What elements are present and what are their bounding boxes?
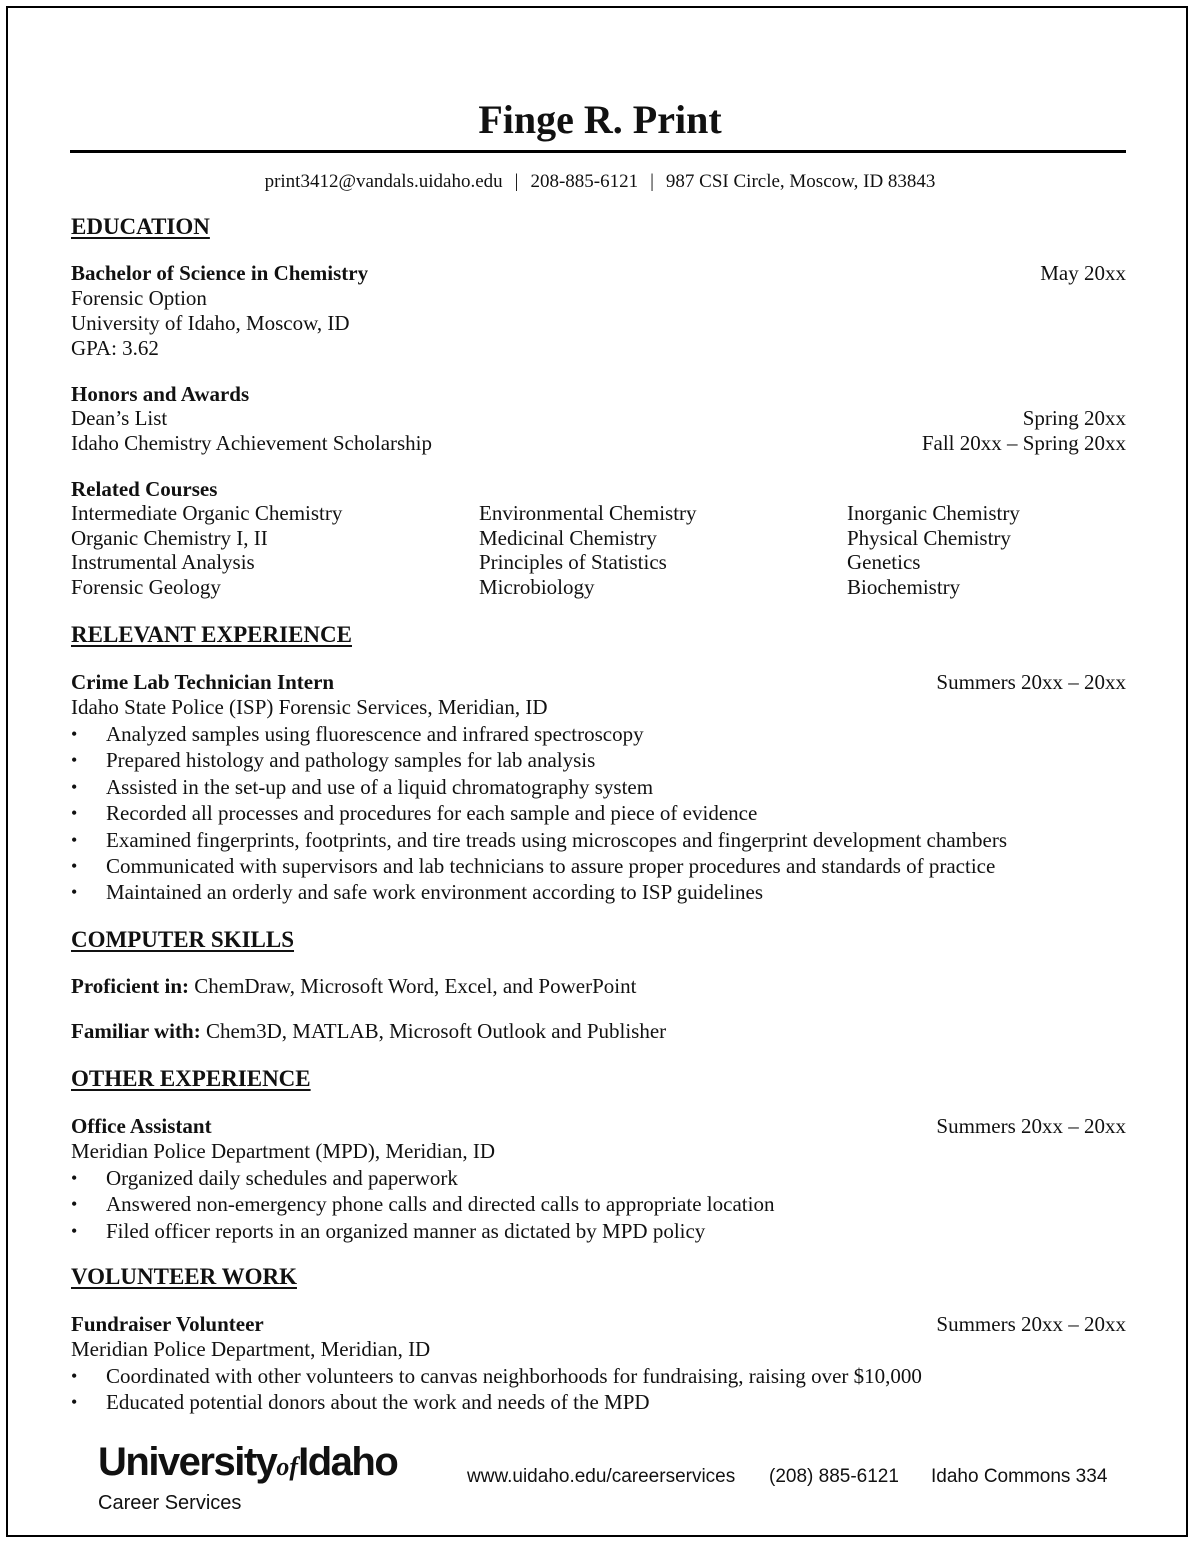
course-item: Environmental Chemistry xyxy=(479,501,697,525)
section-title-relevant-experience: RELEVANT EXPERIENCE xyxy=(71,622,352,647)
skills-proficient-label: Proficient in: xyxy=(71,974,190,998)
bullet-item: • Examined fingerprints, footprints, and tire treads using microscopes and fingerprint development chambers xyxy=(71,827,1007,853)
honors-heading: Honors and Awards xyxy=(71,382,250,406)
gpa: GPA: 3.62 xyxy=(71,336,159,360)
section-title-other-experience: OTHER EXPERIENCE xyxy=(71,1066,311,1091)
job-bullet-list xyxy=(71,1363,922,1416)
course-item: Biochemistry xyxy=(847,575,961,600)
degree-title: Bachelor of Science in Chemistry xyxy=(71,261,369,285)
skills-familiar xyxy=(71,1019,666,1044)
bullet-item: • Filed officer reports in an organized manner as dictated by MPD policy xyxy=(71,1218,774,1244)
bullet-item: • Maintained an orderly and safe work environment according to ISP guidelines xyxy=(71,879,1007,905)
courses-heading: Related Courses xyxy=(71,477,218,501)
job-title: Office Assistant xyxy=(71,1114,212,1138)
applicant-name: Finge R. Print xyxy=(478,97,722,142)
university-logo xyxy=(98,1440,397,1515)
job-organization: Idaho State Police (ISP) Forensic Services, Meridian, ID xyxy=(71,695,548,719)
honor-date: Spring 20xx xyxy=(1022,406,1126,430)
honor-date: Fall 20xx – Spring 20xx xyxy=(921,431,1126,455)
job-date: Summers 20xx – 20xx xyxy=(936,1114,1126,1138)
bullet-item: • Prepared histology and pathology samples for lab analysis xyxy=(71,747,1007,773)
job-organization: Meridian Police Department (MPD), Meridian, ID xyxy=(71,1139,495,1163)
logo-of: of xyxy=(276,1452,299,1481)
course-item: Instrumental Analysis xyxy=(71,550,255,575)
logo-subtitle: Career Services xyxy=(98,1492,242,1514)
job-organization: Meridian Police Department, Meridian, ID xyxy=(71,1337,431,1361)
logo-wordmark xyxy=(98,1440,397,1489)
course-item: Organic Chemistry I, II xyxy=(71,525,268,550)
bullet-item: • Educated potential donors about the work and needs of the MPD xyxy=(71,1389,922,1415)
bullet-item: • Organized daily schedules and paperwork xyxy=(71,1165,774,1191)
section-title-education: EDUCATION xyxy=(71,214,210,239)
courses-column-3 xyxy=(847,501,1020,600)
course-item: Physical Chemistry xyxy=(847,525,1011,550)
section-title-volunteer-work: VOLUNTEER WORK xyxy=(71,1264,297,1289)
honor-name: Idaho Chemistry Achievement Scholarship xyxy=(71,431,433,455)
contact-line xyxy=(0,170,1200,194)
bullet-item: • Analyzed samples using fluorescence and infrared spectroscopy xyxy=(71,721,1007,747)
logo-university: University xyxy=(98,1440,277,1484)
footer-phone: (208) 885-6121 xyxy=(769,1466,899,1487)
bullet-item: • Assisted in the set-up and use of a liquid chromatography system xyxy=(71,774,1007,800)
degree-date: May 20xx xyxy=(1040,261,1126,285)
job-bullet-list xyxy=(71,1165,774,1244)
course-item: Inorganic Chemistry xyxy=(847,501,1020,525)
school-name: University of Idaho, Moscow, ID xyxy=(71,311,350,335)
contact-separator: | xyxy=(650,171,654,192)
skills-familiar-value: Chem3D, MATLAB, Microsoft Outlook and Publisher xyxy=(200,1019,667,1043)
course-item: Intermediate Organic Chemistry xyxy=(71,501,343,525)
degree-option: Forensic Option xyxy=(71,286,207,310)
header-rule xyxy=(70,150,1126,153)
footer-website: www.uidaho.edu/careerservices xyxy=(467,1466,736,1487)
course-item: Medicinal Chemistry xyxy=(479,525,657,550)
contact-separator: | xyxy=(514,171,519,192)
job-bullet-list xyxy=(71,721,1007,906)
job-title: Fundraiser Volunteer xyxy=(71,1312,264,1336)
contact-phone: 208-885-6121 xyxy=(530,171,639,192)
course-item: Microbiology xyxy=(479,575,595,600)
job-date: Summers 20xx – 20xx xyxy=(936,670,1126,694)
courses-column-1 xyxy=(71,501,342,600)
footer-location: Idaho Commons 334 xyxy=(931,1466,1108,1487)
logo-idaho: Idaho xyxy=(298,1440,398,1484)
bullet-item: • Coordinated with other volunteers to canvas neighborhoods for fundraising, raising over $10,000 xyxy=(71,1363,922,1389)
bullet-item: • Recorded all processes and procedures for each sample and piece of evidence xyxy=(71,800,1007,826)
skills-proficient xyxy=(71,974,636,999)
skills-proficient-value: ChemDraw, Microsoft Word, Excel, and PowerPoint xyxy=(189,974,637,998)
honor-name: Dean’s List xyxy=(71,406,168,430)
course-item: Principles of Statistics xyxy=(479,550,667,575)
contact-address: 987 CSI Circle, Moscow, ID 83843 xyxy=(665,171,936,192)
bullet-item: • Communicated with supervisors and lab technicians to assure proper procedures and standards of practice xyxy=(71,853,1007,879)
contact-email: print3412@vandals.uidaho.edu xyxy=(264,171,503,192)
course-item: Forensic Geology xyxy=(71,575,221,600)
bullet-item: • Answered non-emergency phone calls and directed calls to appropriate location xyxy=(71,1191,774,1217)
section-title-computer-skills: COMPUTER SKILLS xyxy=(71,927,295,952)
job-title: Crime Lab Technician Intern xyxy=(71,670,335,694)
course-item: Genetics xyxy=(847,550,921,575)
skills-familiar-label: Familiar with: xyxy=(71,1019,201,1043)
courses-column-2 xyxy=(479,501,697,600)
job-date: Summers 20xx – 20xx xyxy=(936,1312,1126,1336)
